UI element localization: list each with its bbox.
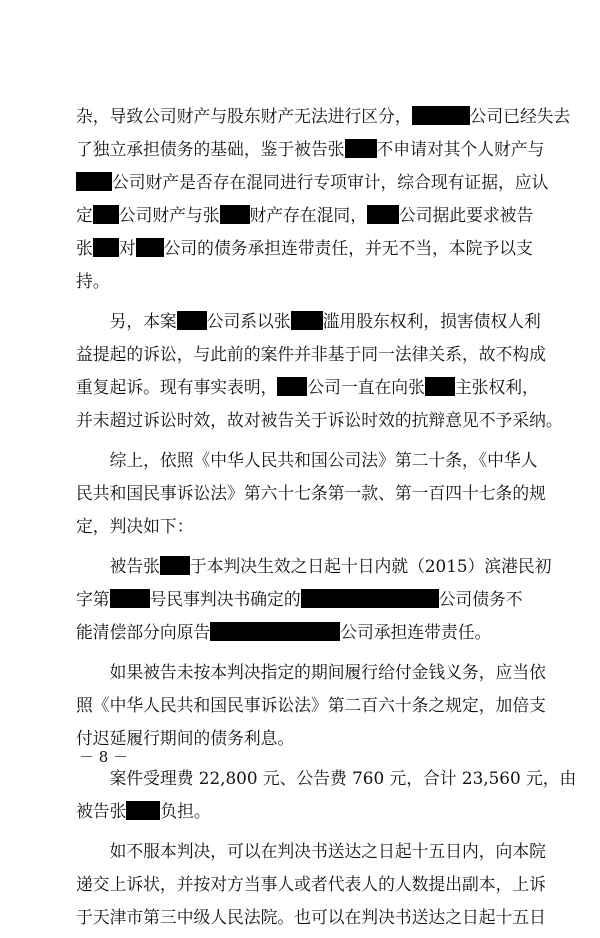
text-segment: 公司承担连带责任。 — [340, 622, 492, 642]
text-line — [76, 839, 546, 863]
paragraph-gap — [76, 547, 524, 554]
text-line — [76, 342, 546, 366]
redaction-block — [345, 139, 377, 158]
text-segment: 公司一直在向张 — [307, 377, 425, 397]
text-line — [76, 448, 538, 472]
text-segment: 于天津市第三中级人民法院。也可以在判决书送达之日起十五日 — [76, 907, 546, 927]
text-line — [76, 408, 563, 432]
text-segment: 公司财产是否存在混同进行专项审计，综合现有证据，应认 — [112, 172, 549, 192]
redaction-block — [126, 801, 160, 820]
text-line — [76, 766, 577, 790]
redaction-block — [210, 622, 340, 641]
text-line — [76, 872, 546, 896]
text-segment: 递交上诉状，并按对方当事人或者代表人的人数提出副本，上诉 — [76, 874, 546, 894]
text-segment: 公司债务不 — [438, 589, 523, 609]
paragraph-gap — [76, 302, 524, 309]
text-segment: 民共和国民事诉讼法》第六十七条第一款、第一百四十七条的规 — [76, 483, 546, 503]
redaction-block — [291, 311, 323, 330]
text-segment: 综上，依照《中华人民共和国公司法》第二十条，《中华人 — [76, 450, 538, 470]
text-segment: 并未超过诉讼时效，故对被告关于诉讼时效的抗辩意见不予采纳。 — [76, 410, 563, 430]
text-segment: 于本判决生效之日起十日内就（2015）滨港民初 — [189, 556, 552, 576]
paragraph-gap — [76, 653, 524, 660]
text-segment: 滥用股东权利，损害债权人利 — [322, 311, 541, 331]
text-line — [76, 620, 524, 644]
text-segment: 杂，导致公司财产与股东财产无法进行区分， — [76, 106, 412, 126]
redaction-block — [177, 311, 207, 330]
text-segment: 重复起诉。现有事实表明， — [76, 377, 278, 397]
text-segment: 被告张 — [76, 801, 127, 821]
redaction-block — [110, 589, 150, 608]
text-segment: 对 — [118, 238, 136, 258]
text-line — [76, 104, 571, 128]
text-line — [76, 236, 533, 260]
text-line — [76, 587, 524, 611]
text-line — [76, 554, 552, 578]
text-segment: 主张权利， — [454, 377, 539, 397]
judgment-text — [76, 104, 577, 938]
text-line — [76, 203, 534, 227]
redaction-block — [93, 238, 119, 257]
redaction-block — [301, 589, 439, 608]
redaction-block — [76, 172, 112, 191]
redaction-block — [425, 377, 455, 396]
text-segment: 案件受理费 22,800 元、公告费 760 元，合计 23,560 元，由 — [76, 768, 577, 788]
paragraph-gap — [76, 759, 524, 766]
text-segment: 公司系以张 — [206, 311, 291, 331]
text-segment: 如果被告未按本判决指定的期间履行给付金钱义务，应当依 — [76, 662, 546, 682]
text-segment: 公司的债务承担连带责任，并无不当，本院予以支 — [163, 238, 533, 258]
text-segment: 公司已经失去 — [469, 106, 571, 126]
text-line — [76, 375, 539, 399]
redaction-block — [136, 238, 164, 257]
redaction-block — [277, 377, 307, 396]
text-segment: 付迟延履行期间的债务利息。 — [76, 728, 295, 748]
page-number: － 8 － — [79, 748, 129, 766]
text-segment: 能清偿部分向原告 — [76, 622, 211, 642]
paragraph-gap — [76, 441, 524, 448]
text-line — [76, 170, 549, 194]
text-line — [76, 269, 524, 293]
text-segment: 号民事判决书确定的 — [149, 589, 301, 609]
text-segment: 公司财产与张 — [118, 205, 220, 225]
text-line — [76, 514, 524, 538]
text-segment: 字第 — [76, 589, 110, 609]
paragraph-gap — [76, 832, 524, 839]
redaction-block — [160, 556, 190, 575]
text-line — [76, 309, 541, 333]
text-line — [76, 726, 524, 750]
text-segment: 不申请对其个人财产与 — [376, 139, 545, 159]
text-line — [76, 799, 524, 823]
redaction-block — [220, 205, 250, 224]
text-segment: 公司据此要求被告 — [398, 205, 534, 225]
text-segment: 了独立承担债务的基础，鉴于被告张 — [76, 139, 345, 159]
text-line — [76, 137, 545, 161]
text-segment: 持。 — [76, 271, 110, 291]
text-line — [76, 693, 546, 717]
redaction-block — [93, 205, 119, 224]
text-segment: 定，判决如下： — [76, 516, 194, 536]
text-line — [76, 905, 546, 929]
redaction-block — [412, 106, 470, 125]
text-segment: 被告张 — [76, 556, 160, 576]
redaction-block — [367, 205, 399, 224]
text-segment: 另，本案 — [76, 311, 177, 331]
text-line — [76, 660, 546, 684]
text-segment: 财产存在混同， — [249, 205, 367, 225]
text-segment: 负担。 — [160, 801, 211, 821]
text-segment: 照《中华人民共和国民事诉讼法》第二百六十条之规定，加倍支 — [76, 695, 546, 715]
text-line — [76, 481, 546, 505]
text-segment: 张 — [76, 238, 93, 258]
text-segment: 定 — [76, 205, 93, 225]
text-segment: 如不服本判决，可以在判决书送达之日起十五日内，向本院 — [76, 841, 546, 861]
text-segment: 益提起的诉讼，与此前的案件并非基于同一法律关系，故不构成 — [76, 344, 546, 364]
